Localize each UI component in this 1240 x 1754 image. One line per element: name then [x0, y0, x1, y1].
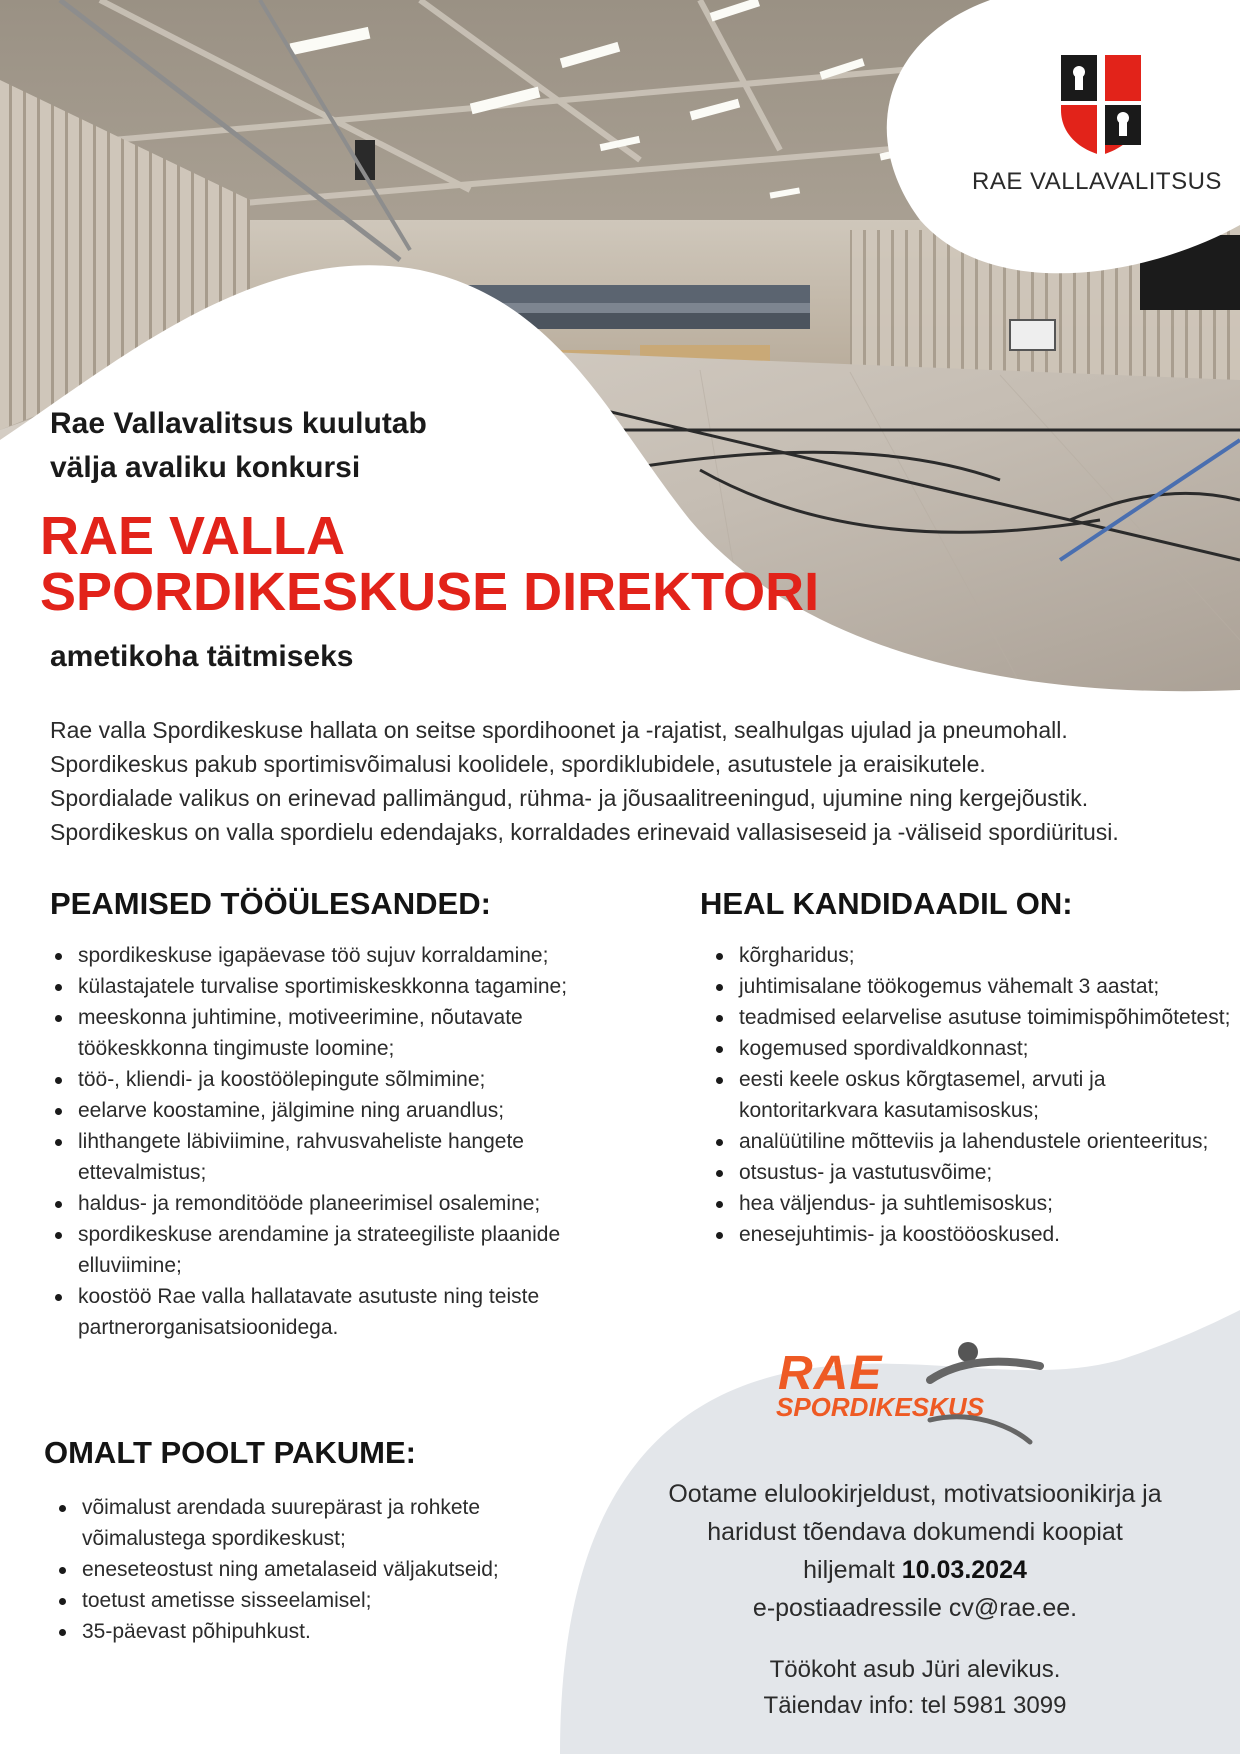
list-item: toetust ametisse sisseelamisel; — [54, 1585, 574, 1616]
title-line-1: RAE VALLA — [40, 506, 345, 566]
contact-details — [620, 1652, 1210, 1724]
offer-heading: OMALT POOLT PAKUME: — [44, 1435, 416, 1470]
list-item: koostöö Rae valla hallatavate asutuste ning teiste partnerorganisatsioonidega. — [50, 1281, 650, 1343]
intro-text — [50, 402, 510, 490]
list-item: teadmised eelarvelise asutuse toimimispõhimõtetest; — [711, 1002, 1231, 1033]
list-item: analüütiline mõtteviis ja lahendustele orienteeritus; — [711, 1126, 1231, 1157]
list-item: kogemused spordivaldkonnast; — [711, 1033, 1231, 1064]
deadline-date: 10.03.2024 — [901, 1556, 1027, 1584]
description-line: Spordikeskus pakub sportimisvõimalusi koolidele, spordiklubidele, asutustele ja eraisikutele. — [50, 751, 986, 777]
qualifications-list — [711, 940, 1231, 1250]
description — [50, 713, 1220, 849]
list-item: spordikeskuse igapäevase töö sujuv korraldamine; — [50, 940, 650, 971]
description-line: Spordikeskus on valla spordielu edendajaks, korraldades erinevaid vallasiseseid ja -väliseid spordiüritusi. — [50, 819, 1119, 845]
offer-list — [54, 1492, 574, 1647]
list-item: 35-päevast põhipuhkust. — [54, 1616, 574, 1647]
list-item: lihthangete läbiviimine, rahvusvaheliste hangete ettevalmistus; — [50, 1126, 650, 1188]
tasks-list — [50, 940, 650, 1343]
list-item: külastajatele turvalise sportimiskeskkonna tagamine; — [50, 971, 650, 1002]
list-item: võimalust arendada suurepärast ja rohkete võimalustega spordikeskust; — [54, 1492, 574, 1554]
contact-line: Ootame elulookirjeldust, motivatsioonikirja ja — [668, 1480, 1162, 1508]
contact-line: haridust tõendava dokumendi koopiat — [707, 1518, 1123, 1546]
list-item: meeskonna juhtimine, motiveerimine, nõutavate töökeskkonna tingimuste loomine; — [50, 1002, 650, 1064]
page-title — [40, 508, 840, 620]
list-item: eneseteostust ning ametalaseid väljakutseid; — [54, 1554, 574, 1585]
list-item: haldus- ja remonditööde planeerimisel osalemine; — [50, 1188, 650, 1219]
title-line-2: SPORDIKESKUSE DIREKTORI — [40, 562, 820, 622]
list-item: spordikeskuse arendamine ja strateegiliste plaanide elluviimine; — [50, 1219, 650, 1281]
deadline-prefix: hiljemalt — [803, 1556, 902, 1584]
sport-logo-spordikeskus: SPORDIKESKUS — [776, 1392, 985, 1422]
runner-icon — [920, 1340, 1050, 1450]
qualifications-heading: HEAL KANDIDAADIL ON: — [700, 886, 1073, 921]
list-item: juhtimisalane töökogemus vähemalt 3 aastat; — [711, 971, 1231, 1002]
description-line: Rae valla Spordikeskuse hallata on seitse spordihoonet ja -rajatist, sealhulgas ujulad ja pneumohall. — [50, 717, 1068, 743]
logo-text: RAE VALLAVALITSUS — [972, 168, 1222, 195]
list-item: töö-, kliendi- ja koostöölepingute sõlmimine; — [50, 1064, 650, 1095]
list-item: kõrgharidus; — [711, 940, 1231, 971]
intro-line-2: välja avaliku konkursi — [50, 451, 361, 484]
location-text: Töökoht asub Jüri alevikus. — [769, 1656, 1061, 1683]
application-info — [620, 1475, 1210, 1627]
email-line[interactable]: e-postiaadressile cv@rae.ee. — [752, 1594, 1078, 1622]
phone-info: Täiendav info: tel 5981 3099 — [763, 1692, 1067, 1719]
coat-of-arms-icon — [1056, 50, 1146, 160]
page-subtitle: ametikoha täitmiseks — [50, 640, 354, 673]
list-item: otsustus- ja vastutusvõime; — [711, 1157, 1231, 1188]
description-line: Spordialade valikus on erinevad pallimängud, rühma- ja jõusaalitreeningud, ujumine ning kergejõustik. — [50, 785, 1089, 811]
list-item: eesti keele oskus kõrgtasemel, arvuti ja kontoritarkvara kasutamisoskus; — [711, 1064, 1231, 1126]
deadline-line — [620, 1551, 1210, 1589]
rae-spordikeskus-logo — [770, 1340, 1050, 1460]
intro-line-1: Rae Vallavalitsus kuulutab — [50, 407, 427, 440]
list-item: eelarve koostamine, jälgimine ning aruandlus; — [50, 1095, 650, 1126]
list-item: hea väljendus- ja suhtlemisoskus; — [711, 1188, 1231, 1219]
tasks-heading: PEAMISED TÖÖÜLESANDED: — [50, 886, 491, 921]
list-item: enesejuhtimis- ja koostööoskused. — [711, 1219, 1231, 1250]
sport-logo-rae: RAE — [778, 1347, 883, 1400]
